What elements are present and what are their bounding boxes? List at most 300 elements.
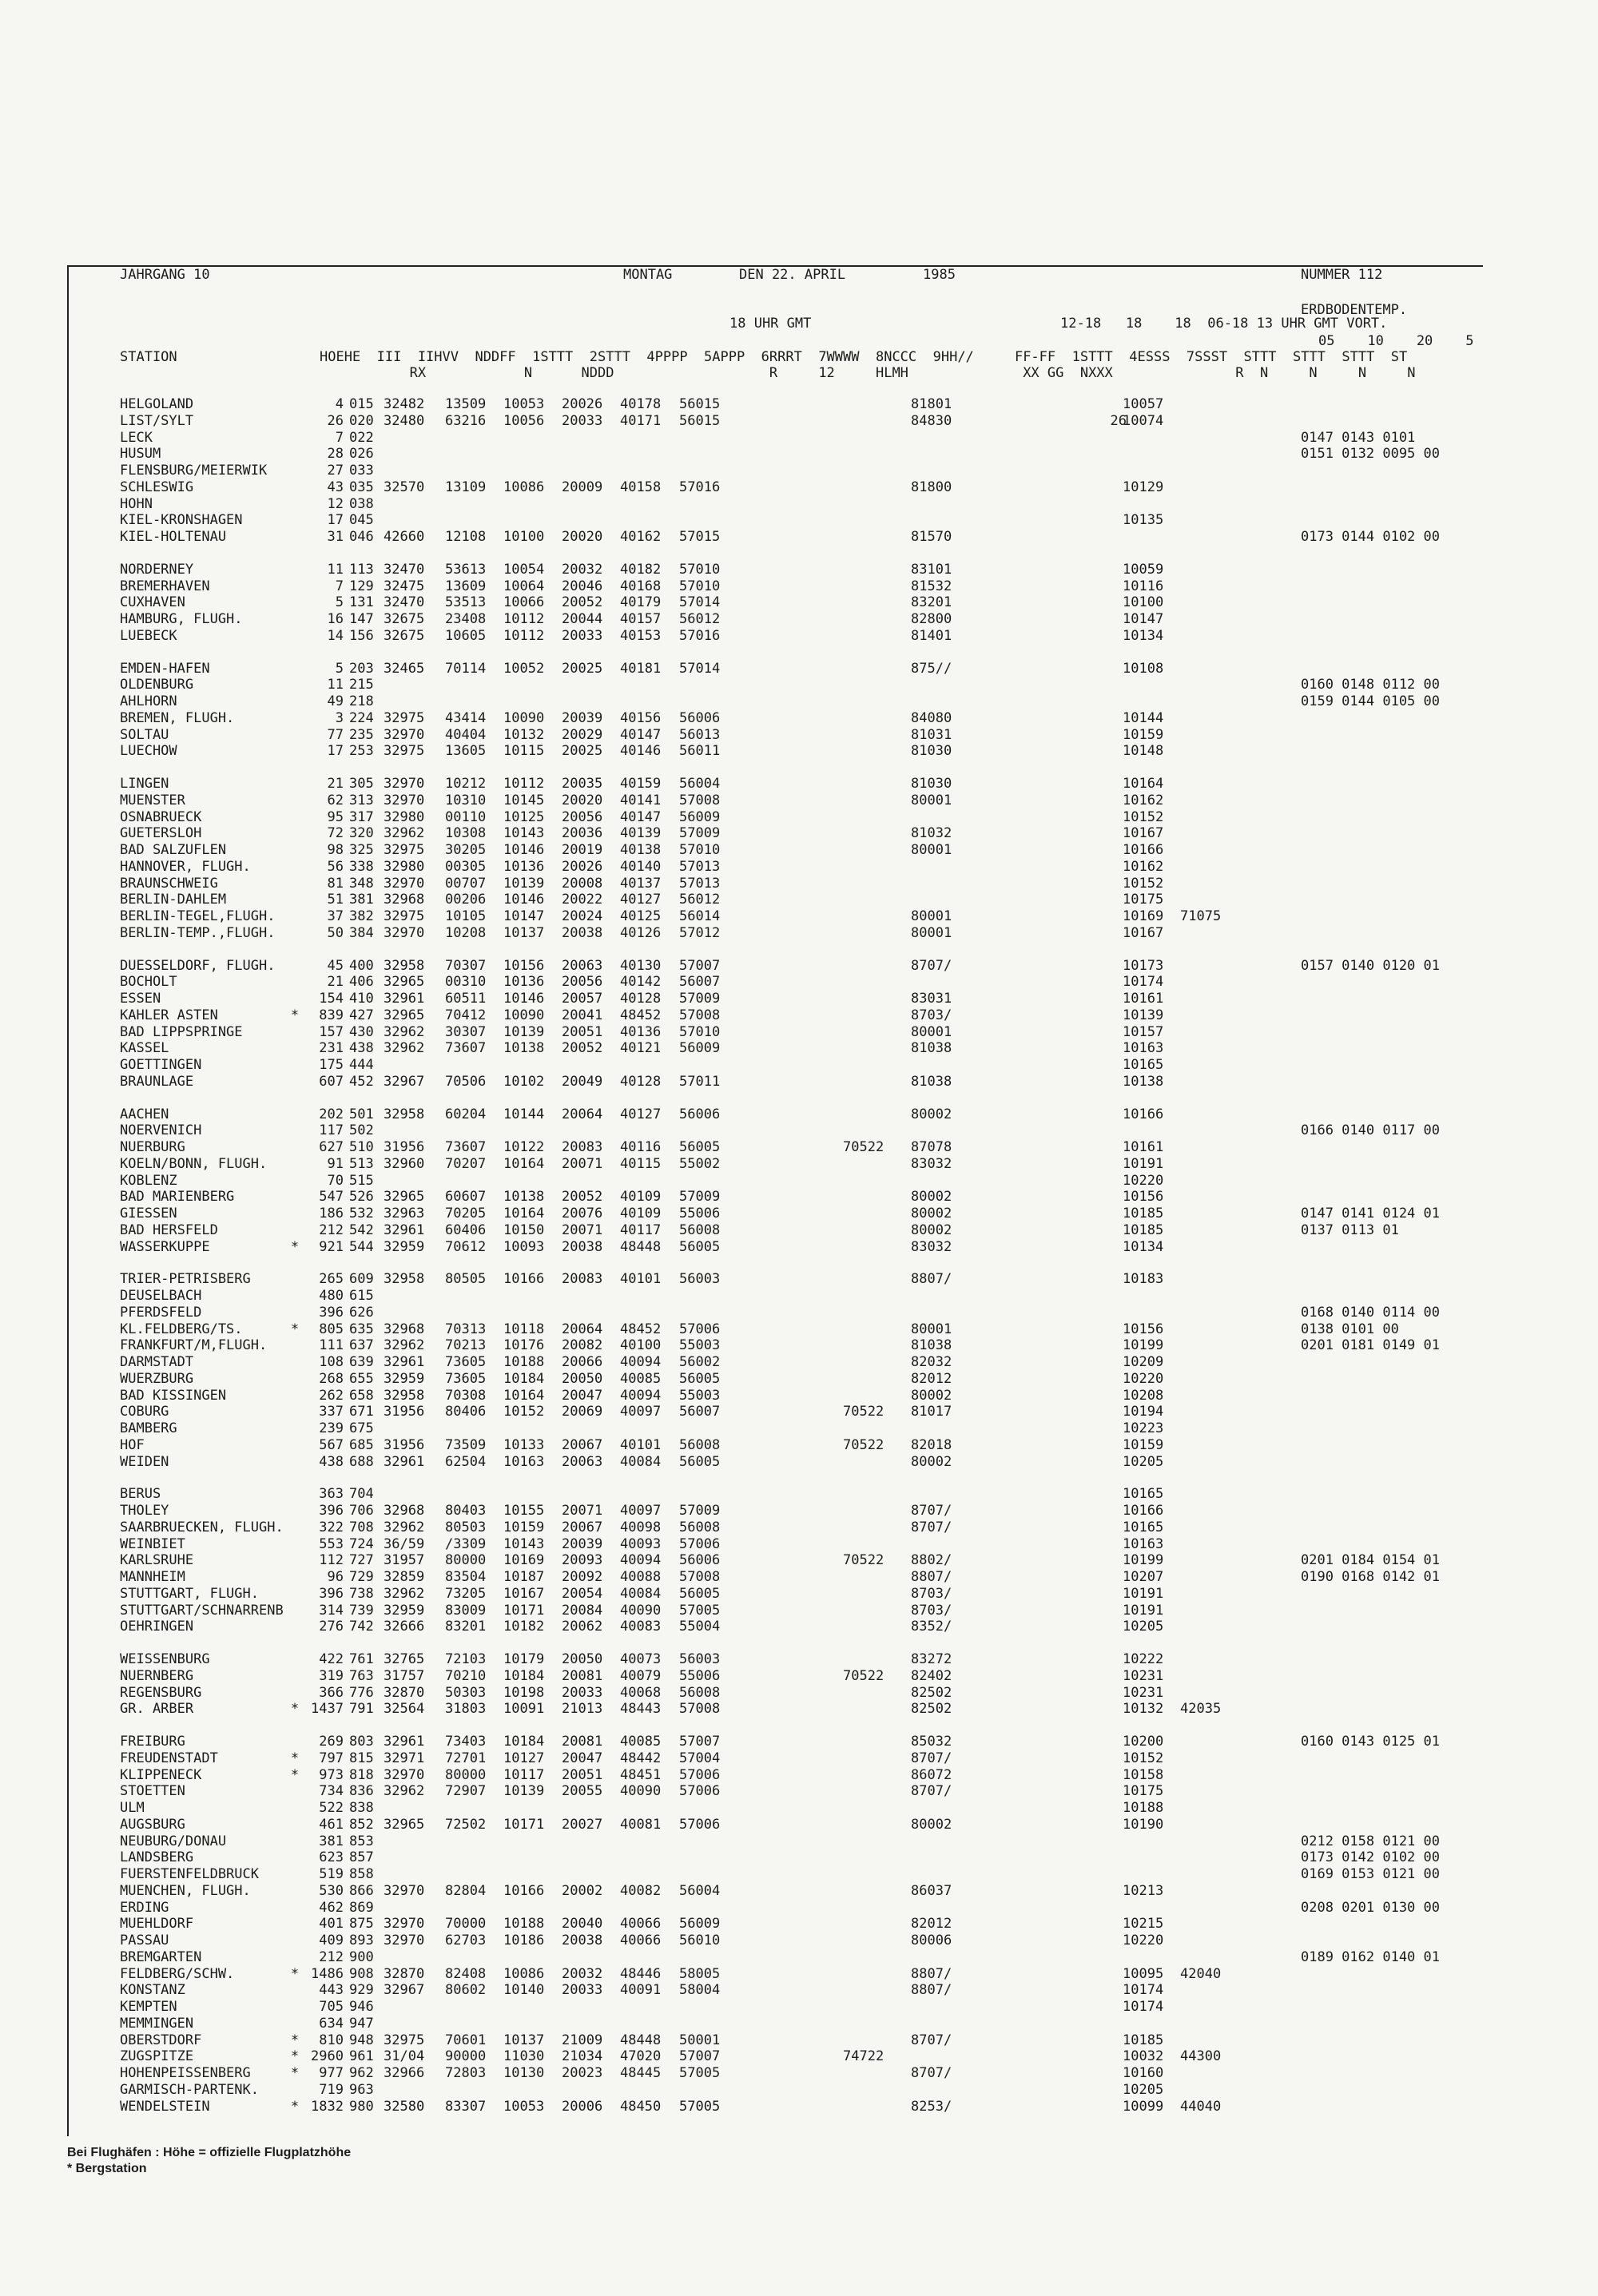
group-1sttt-extreme: 10185: [1123, 2032, 1164, 2048]
group-1sttt: 10130: [503, 2065, 545, 2081]
station-name: DUESSELDORF, FLUGH.: [120, 957, 276, 974]
group-iihvv: 32963: [384, 1206, 425, 1221]
group-1sttt: 10137: [503, 924, 545, 941]
group-nddff: 82408: [445, 1965, 487, 1982]
station-name: KIEL-HOLTENAU: [120, 529, 227, 545]
group-1sttt-extreme: 10074: [1123, 412, 1164, 429]
table-row: [120, 1849, 1478, 1866]
group-2sttt: 20081: [562, 1734, 603, 1750]
group-gap: [120, 942, 1478, 958]
group-4pppp: 40147: [620, 808, 662, 825]
group-5appp: 57009: [679, 1503, 721, 1519]
group-extra: 0212 0158 0121 00: [1301, 1833, 1440, 1849]
group-4pppp: 40094: [620, 1354, 662, 1370]
group-extra: 44300: [1180, 2048, 1222, 2065]
group-4pppp: 40093: [620, 1535, 662, 1552]
station-name: NORDERNEY: [120, 561, 194, 578]
elevation: 212: [319, 1948, 344, 1965]
table-row: [120, 446, 1478, 463]
group-1sttt: 10166: [503, 1882, 545, 1899]
group-nddff: 70313: [445, 1321, 487, 1337]
group-iihvv: 32975: [384, 908, 425, 924]
station-number: 852: [349, 1816, 374, 1833]
station-name: OLDENBURG: [120, 677, 194, 693]
station-number: 609: [349, 1271, 374, 1288]
group-nddff: 72803: [445, 2065, 487, 2081]
group-extra: 0168 0140 0114 00: [1301, 1304, 1440, 1321]
station-number: 129: [349, 578, 374, 594]
group-iihvv: 32470: [384, 561, 425, 578]
group-2sttt: 20071: [562, 1503, 603, 1519]
elevation: 7: [335, 429, 344, 446]
group-5appp: 56005: [679, 1139, 721, 1155]
group-nddff: 53613: [445, 561, 487, 578]
group-4pppp: 40121: [620, 1040, 662, 1057]
elevation: 269: [319, 1734, 344, 1750]
group-nddff: 60511: [445, 991, 487, 1007]
group-nddff: 72907: [445, 1783, 487, 1800]
station-number: 729: [349, 1569, 374, 1585]
group-1sttt-extreme: 10185: [1123, 1206, 1164, 1221]
group-1sttt: 10188: [503, 1916, 545, 1933]
station-name: MEMMINGEN: [120, 2015, 194, 2032]
group-nddff: 10208: [445, 924, 487, 941]
elevation: 231: [319, 1040, 344, 1057]
group-iihvv: 32962: [384, 1519, 425, 1535]
elevation: 37: [327, 908, 344, 924]
group-iihvv: 32975: [384, 709, 425, 726]
group-8nccc: 83201: [911, 594, 952, 611]
group-4pppp: 40081: [620, 1816, 662, 1833]
table-row: [120, 1817, 1478, 1833]
station-number: 046: [349, 529, 374, 545]
group-1sttt: 10147: [503, 908, 545, 924]
group-iihvv: 32965: [384, 1816, 425, 1833]
elevation: 462: [319, 1899, 344, 1916]
table-row: [120, 1949, 1478, 1966]
group-nddff: 50303: [445, 1684, 487, 1701]
station-number: 444: [349, 1057, 374, 1073]
group-8nccc: 80002: [911, 1221, 952, 1238]
group-2sttt: 20050: [562, 1370, 603, 1387]
group-4pppp: 40127: [620, 1106, 662, 1122]
group-8nccc: 81801: [911, 396, 952, 412]
group-2sttt: 20046: [562, 578, 603, 594]
group-iihvv: 32465: [384, 660, 425, 677]
group-8nccc: 81570: [911, 529, 952, 545]
group-1sttt-extreme: 10220: [1123, 1172, 1164, 1189]
group-1sttt-extreme: 10139: [1123, 1007, 1164, 1023]
elevation: 627: [319, 1139, 344, 1155]
elevation: 45: [327, 957, 344, 974]
group-4pppp: 40125: [620, 908, 662, 924]
table-row: [120, 1603, 1478, 1619]
elevation: 4: [335, 396, 344, 412]
group-8nccc: 81401: [911, 627, 952, 644]
column-header: [120, 300, 1478, 387]
table-row: [120, 1354, 1478, 1371]
group-8nccc: 8802/: [911, 1552, 952, 1569]
station-number: 688: [349, 1453, 374, 1470]
elevation: 265: [319, 1271, 344, 1288]
station-number: 929: [349, 1982, 374, 1999]
station-name: DEUSELBACH: [120, 1288, 202, 1304]
station-number: 156: [349, 627, 374, 644]
elevation: 314: [319, 1602, 344, 1619]
group-4pppp: 40085: [620, 1734, 662, 1750]
station-name: LIST/SYLT: [120, 412, 194, 429]
group-1sttt-extreme: 10199: [1123, 1337, 1164, 1354]
station-name: FUERSTENFELDBRUCK: [120, 1866, 259, 1882]
table-row: [120, 2016, 1478, 2032]
elevation: 522: [319, 1800, 344, 1816]
group-8nccc: 80001: [911, 924, 952, 941]
group-4pppp: 40158: [620, 479, 662, 495]
group-1sttt: 10184: [503, 1370, 545, 1387]
group-5appp: 56014: [679, 908, 721, 924]
station-number: 147: [349, 611, 374, 627]
group-5appp: 58005: [679, 1965, 721, 1982]
elevation: 553: [319, 1535, 344, 1552]
table-row: [120, 1619, 1478, 1635]
group-1sttt-extreme: 10169: [1123, 908, 1164, 924]
table-row: [120, 1569, 1478, 1586]
group-8nccc: 80001: [911, 792, 952, 808]
table-row: [120, 1189, 1478, 1206]
group-4pppp: 40142: [620, 974, 662, 991]
elevation: 81: [327, 875, 344, 892]
station-number: 045: [349, 512, 374, 529]
group-2sttt: 20093: [562, 1552, 603, 1569]
group-nddff: 10105: [445, 908, 487, 924]
group-2sttt: 20020: [562, 792, 603, 808]
table-row: [120, 1206, 1478, 1222]
elevation: 530: [319, 1882, 344, 1899]
group-1sttt-extreme: 10205: [1123, 2081, 1164, 2098]
group-1sttt-extreme: 10108: [1123, 660, 1164, 677]
group-1sttt-extreme: 10134: [1123, 627, 1164, 644]
elevation: 797: [319, 1750, 344, 1766]
group-1sttt: 10127: [503, 1750, 545, 1766]
group-4pppp: 40159: [620, 776, 662, 792]
group-iihvv: 32958: [384, 957, 425, 974]
table-row: [120, 1271, 1478, 1288]
group-8nccc: 81038: [911, 1040, 952, 1057]
group-1sttt-extreme: 10158: [1123, 1766, 1164, 1783]
group-nddff: 70213: [445, 1337, 487, 1354]
group-4pppp: 40101: [620, 1271, 662, 1288]
group-nddff: 10605: [445, 627, 487, 644]
elevation: 7: [335, 578, 344, 594]
group-1sttt: 10150: [503, 1221, 545, 1238]
group-5appp: 55004: [679, 1619, 721, 1635]
group-iihvv: 32859: [384, 1569, 425, 1585]
group-8nccc: 8807/: [911, 1982, 952, 1999]
group-nddff: 80000: [445, 1552, 487, 1569]
group-nddff: 70114: [445, 660, 487, 677]
group-extra: 0208 0201 0130 00: [1301, 1899, 1440, 1916]
group-iihvv: 31956: [384, 1436, 425, 1453]
group-1sttt: 10056: [503, 412, 545, 429]
group-iihvv: 32962: [384, 1585, 425, 1602]
group-nddff: 73403: [445, 1734, 487, 1750]
group-nddff: 60204: [445, 1106, 487, 1122]
station-number: 113: [349, 561, 374, 578]
station-number: 325: [349, 842, 374, 858]
station-number: 761: [349, 1651, 374, 1667]
group-gap: [120, 546, 1478, 562]
group-nddff: 73605: [445, 1354, 487, 1370]
station-name: LECK: [120, 429, 153, 446]
table-row: [120, 842, 1478, 859]
group-iihvv: 32482: [384, 396, 425, 412]
group-8nccc: 84080: [911, 709, 952, 726]
group-2sttt: 20092: [562, 1569, 603, 1585]
table-row: [120, 611, 1478, 628]
group-4pppp: 40084: [620, 1453, 662, 1470]
group-4pppp: 40083: [620, 1619, 662, 1635]
group-nddff: 30307: [445, 1023, 487, 1040]
group-extra: 0201 0181 0149 01: [1301, 1337, 1440, 1354]
elevation: 72: [327, 825, 344, 842]
station-number: 203: [349, 660, 374, 677]
group-1sttt: 10164: [503, 1387, 545, 1404]
group-1sttt: 10171: [503, 1602, 545, 1619]
group-iihvv: 32961: [384, 1221, 425, 1238]
group-iihvv: 32962: [384, 825, 425, 842]
group-1sttt: 10090: [503, 1007, 545, 1023]
group-2sttt: 20071: [562, 1155, 603, 1172]
station-name: GUETERSLOH: [120, 825, 202, 842]
group-1sttt-extreme: 10138: [1123, 1073, 1164, 1090]
group-8nccc: 80001: [911, 1023, 952, 1040]
group-8nccc: 81032: [911, 825, 952, 842]
group-2sttt: 20038: [562, 1238, 603, 1255]
group-4pppp: 40116: [620, 1139, 662, 1155]
elevation: 734: [319, 1783, 344, 1800]
elevation: 1437: [311, 1701, 344, 1718]
table-row: [120, 710, 1478, 727]
station-name: EMDEN-HAFEN: [120, 660, 210, 677]
group-nddff: 00310: [445, 974, 487, 991]
station-name: BAMBERG: [120, 1420, 177, 1436]
group-nddff: 83504: [445, 1569, 487, 1585]
station-name: AACHEN: [120, 1106, 169, 1122]
group-2sttt: 20063: [562, 1453, 603, 1470]
elevation: 62: [327, 792, 344, 808]
elevation: 396: [319, 1585, 344, 1602]
group-5appp: 56015: [679, 396, 721, 412]
group-8nccc: 85032: [911, 1734, 952, 1750]
group-1sttt: 10139: [503, 1023, 545, 1040]
group-4pppp: 40084: [620, 1585, 662, 1602]
group-5appp: 57009: [679, 1189, 721, 1206]
station-number: 791: [349, 1701, 374, 1718]
elevation: 112: [319, 1552, 344, 1569]
group-nddff: 83201: [445, 1619, 487, 1635]
table-row: [120, 1685, 1478, 1702]
station-name: BAD LIPPSPRINGE: [120, 1023, 243, 1040]
group-nddff: 80000: [445, 1766, 487, 1783]
group-nddff: 63216: [445, 412, 487, 429]
group-gap: [120, 1090, 1478, 1106]
group-8nccc: 8707/: [911, 2032, 952, 2048]
group-2sttt: 20056: [562, 974, 603, 991]
station-number: 738: [349, 1585, 374, 1602]
group-nddff: 00305: [445, 858, 487, 875]
station-name: NUERBURG: [120, 1139, 185, 1155]
station-number: 685: [349, 1436, 374, 1453]
group-7wwww: 74722: [843, 2048, 884, 2065]
station-name: STUTTGART/SCHNARRENB: [120, 1602, 284, 1619]
group-nddff: 10212: [445, 776, 487, 792]
elevation: 805: [319, 1321, 344, 1337]
station-number: 320: [349, 825, 374, 842]
group-8nccc: 81800: [911, 479, 952, 495]
group-8nccc: 80006: [911, 1933, 952, 1948]
group-8nccc: 81038: [911, 1337, 952, 1354]
weekday-label: MONTAG: [623, 267, 673, 283]
table-row: [120, 1701, 1478, 1718]
group-1sttt: 10132: [503, 726, 545, 743]
group-7wwww: 70522: [843, 1552, 884, 1569]
group-2sttt: 20023: [562, 2065, 603, 2081]
group-8nccc: 8707/: [911, 1519, 952, 1535]
group-2sttt: 20008: [562, 875, 603, 892]
table-row: [120, 1800, 1478, 1817]
table-row: [120, 562, 1478, 578]
table-row: [120, 743, 1478, 760]
station-number: 038: [349, 495, 374, 512]
group-2sttt: 20040: [562, 1916, 603, 1933]
group-nddff: 80406: [445, 1404, 487, 1420]
depth-label: 05 10 20 5: [1318, 333, 1474, 349]
group-5appp: 56010: [679, 1933, 721, 1948]
table-row: [120, 1156, 1478, 1173]
group-5appp: 57013: [679, 858, 721, 875]
group-4pppp: 40179: [620, 594, 662, 611]
group-1sttt: 10184: [503, 1734, 545, 1750]
group-8nccc: 84830: [911, 412, 952, 429]
group-4pppp: 40162: [620, 529, 662, 545]
table-row: [120, 1106, 1478, 1123]
table-row: [120, 661, 1478, 677]
station-number: 513: [349, 1155, 374, 1172]
group-1sttt-extreme: 10223: [1123, 1420, 1164, 1436]
group-2sttt: 20083: [562, 1271, 603, 1288]
table-row: [120, 693, 1478, 710]
elevation: 921: [319, 1238, 344, 1255]
group-1sttt-extreme: 10164: [1123, 776, 1164, 792]
group-extra: 0151 0132 0095 00: [1301, 446, 1440, 463]
footnote-mountain: * Bergstation: [67, 2162, 147, 2175]
group-5appp: 55006: [679, 1667, 721, 1684]
elevation: 480: [319, 1288, 344, 1304]
group-1sttt-extreme: 10059: [1123, 561, 1164, 578]
table-row: [120, 876, 1478, 892]
table-row: [120, 1371, 1478, 1388]
group-5appp: 56015: [679, 412, 721, 429]
group-2sttt: 20039: [562, 709, 603, 726]
group-5appp: 56008: [679, 1519, 721, 1535]
table-row: [120, 2048, 1478, 2065]
station-number: 235: [349, 726, 374, 743]
group-8nccc: 82502: [911, 1701, 952, 1718]
group-5appp: 56012: [679, 611, 721, 627]
group-8nccc: 8703/: [911, 1585, 952, 1602]
group-4pppp: 40147: [620, 726, 662, 743]
station-number: 542: [349, 1221, 374, 1238]
group-gap: [120, 1718, 1478, 1734]
group-1sttt: 10187: [503, 1569, 545, 1585]
table-row: [120, 1122, 1478, 1139]
group-2sttt: 20039: [562, 1535, 603, 1552]
table-row: [120, 430, 1478, 447]
group-1sttt-extreme: 10215: [1123, 1916, 1164, 1933]
group-iihvv: 32968: [384, 1321, 425, 1337]
group-8nccc: 82032: [911, 1354, 952, 1370]
group-8nccc: 8703/: [911, 1007, 952, 1023]
group-5appp: 56008: [679, 1436, 721, 1453]
table-row: [120, 958, 1478, 975]
station-number: 836: [349, 1783, 374, 1800]
station-name: REGENSBURG: [120, 1684, 202, 1701]
table-row: [120, 1651, 1478, 1668]
elevation: 111: [319, 1337, 344, 1354]
group-1sttt-extreme: 10157: [1123, 1023, 1164, 1040]
elevation: 623: [319, 1849, 344, 1866]
station-name: COBURG: [120, 1404, 169, 1420]
station-number: 963: [349, 2081, 374, 2098]
elevation: 977: [319, 2065, 344, 2081]
station-name: KOBLENZ: [120, 1172, 177, 1189]
group-4pppp: 40090: [620, 1602, 662, 1619]
group-4pppp: 40126: [620, 924, 662, 941]
mountain-marker: *: [290, 1321, 300, 1337]
elevation: 21: [327, 974, 344, 991]
group-4pppp: 48442: [620, 1750, 662, 1766]
group-4pppp: 40127: [620, 892, 662, 908]
group-iihvv: 32962: [384, 1337, 425, 1354]
group-1sttt: 10100: [503, 529, 545, 545]
group-5appp: 56004: [679, 1882, 721, 1899]
elevation: 16: [327, 611, 344, 627]
station-number: 022: [349, 429, 374, 446]
group-8nccc: 8253/: [911, 2098, 952, 2115]
table-row: [120, 1420, 1478, 1437]
table-row: [120, 1057, 1478, 1074]
table-row: [120, 1668, 1478, 1685]
group-2sttt: 20038: [562, 1933, 603, 1948]
group-nddff: 70412: [445, 1007, 487, 1023]
station-name: MUENSTER: [120, 792, 185, 808]
group-nddff: 83307: [445, 2098, 487, 2115]
mountain-marker: *: [290, 1965, 300, 1982]
group-iihvv: 32970: [384, 1933, 425, 1948]
group-4pppp: 40157: [620, 611, 662, 627]
group-extra: 44040: [1180, 2098, 1222, 2115]
elevation: 17: [327, 743, 344, 760]
group-5appp: 57007: [679, 2048, 721, 2065]
group-2sttt: 20006: [562, 2098, 603, 2115]
table-row: [120, 1900, 1478, 1917]
station-number: 406: [349, 974, 374, 991]
group-4pppp: 48452: [620, 1321, 662, 1337]
group-1sttt-extreme: 10161: [1123, 1139, 1164, 1155]
group-1sttt: 10179: [503, 1651, 545, 1667]
elevation: 366: [319, 1684, 344, 1701]
station-name: WENDELSTEIN: [120, 2098, 210, 2115]
